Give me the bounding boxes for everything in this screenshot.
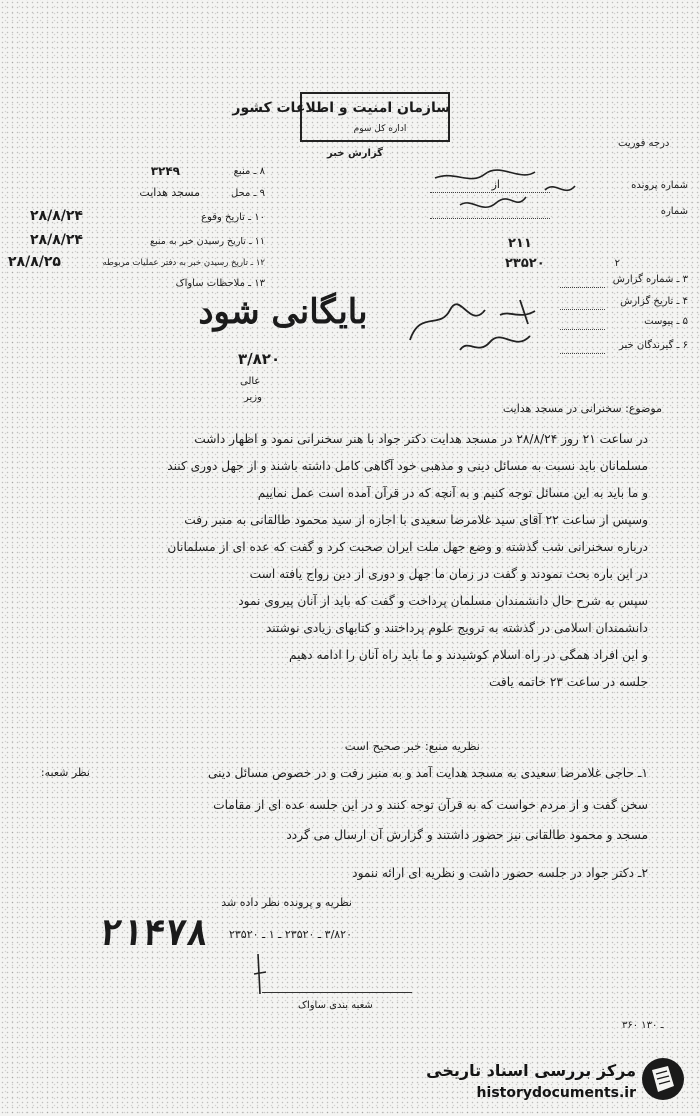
opinion-line: سخن گفت و از مردم خواست که به قرآن توجه کنند و در این جلسه عده ای از مقامات xyxy=(213,798,648,812)
watermark-logo-icon xyxy=(640,1056,686,1102)
body-line: جلسه در ساعت ۲۳ خاتمه یافت xyxy=(488,675,648,689)
archive-number: ۳/۸۲۰ xyxy=(238,350,281,368)
field-label: ۹ ـ محل xyxy=(230,188,265,199)
field-label: ۶ ـ گیرندگان خبر xyxy=(618,340,688,351)
body-line: وسپس از ساعت ۲۲ آقای سید غلامرضا سعیدی با اجازه از سید محمود طالقانی به منبر رفت xyxy=(184,513,648,527)
opinion-line: ۲ـ دکتر جواد در جلسه حضور داشت و نظریه ای ارائه ننمود xyxy=(352,866,648,880)
branch-opinion-label: نظر شعبه: xyxy=(40,766,90,779)
signature-label: شعبه بندی ساواک xyxy=(298,1000,373,1011)
field-label: ۱۱ ـ تاریخ رسیدن خبر به منبع xyxy=(150,236,265,247)
field-label: ۳ ـ شماره گزارش xyxy=(612,274,688,285)
body-line: و این افراد همگی در راه اسلام کوشیدند و ما باید راه آنان را ادامه دهیم xyxy=(288,648,648,662)
body-line: مسلمانان باید نسبت به مسائل دینی و مذهبی خود آگاهی کامل داشته باشند و از جهل دوری کنند xyxy=(167,459,648,473)
watermark-title: مرکز بررسی اسناد تاریخی xyxy=(426,1061,636,1080)
action-line: نظریه و پرونده نظر داده شد xyxy=(221,896,352,909)
source-opinion: نظریه منبع: خبر صحیح است xyxy=(344,739,480,753)
field-value: مسجد هدایت xyxy=(139,186,200,199)
opinion-line: ۱ـ حاجی غلامرضا سعیدی به مسجد هدایت آمد و به منبر رفت و در خصوص مسائل دینی xyxy=(207,766,648,780)
field-value: ۲۳۵۲۰ xyxy=(505,256,545,271)
field-value: از xyxy=(491,178,500,191)
footer-code: ۳۶۰ ـ ۱۳۰ xyxy=(622,1020,664,1031)
handwritten-number: ۲۱۴۷۸ xyxy=(97,913,212,954)
side-note: وزیر xyxy=(244,392,262,403)
body-line: دانشمندان اسلامی در گذشته به ترویج علوم پرداختند و کتابهای زیادی نوشتند xyxy=(265,621,648,635)
field-label: ۸ ـ منبع xyxy=(233,166,265,177)
body-line: درباره سخنرانی شب گذشته و وضع جهل ملت ایران صحبت کرد و گفت که عده ای از مسلمانان xyxy=(167,540,648,554)
body-line: و ما باید به این مسائل توجه کنیم و به آنچه که در قرآن آمده است عمل نماییم xyxy=(257,486,648,500)
field-label: ۱۳ ـ ملاحظات ساواک xyxy=(175,278,265,289)
field-label: ۵ ـ پیوست xyxy=(644,316,688,327)
field-value: ۲۸/۸/۲۴ xyxy=(30,232,83,248)
field-label: ۲ xyxy=(614,258,620,269)
handwritten-signature xyxy=(400,280,570,370)
field-label: شماره xyxy=(660,206,688,217)
field-value: ۲۱۱ xyxy=(508,236,532,251)
org-stamp-sub: اداره کل سوم xyxy=(353,124,407,134)
subject-line: موضوع: سخنرانی در مسجد هدایت xyxy=(502,402,662,415)
field-value: ۲۸/۸/۲۵ xyxy=(8,254,61,270)
urgency-label: درجه فوریت xyxy=(618,138,670,149)
field-value: ۳۲۴۹ xyxy=(150,164,180,178)
org-stamp: سازمان امنیت و اطلاعات کشور xyxy=(232,100,450,116)
action-line: ۳/۸۲۰ ـ ۲۳۵۲۰ ـ ۱ ـ ۲۳۵۲۰ xyxy=(228,928,352,941)
signature-line xyxy=(262,966,412,993)
side-note: عالی xyxy=(240,376,261,387)
field-label: ۱۰ ـ تاریخ وقوع xyxy=(201,212,265,223)
archive-stamp: بایگانی شود xyxy=(198,292,368,332)
watermark-url: historydocuments.ir xyxy=(476,1085,636,1101)
body-line: در ساعت ۲۱ روز ۲۸/۸/۲۴ در مسجد هدایت دکتر جواد با هنر سخنرانی نمود و اظهار داشت xyxy=(194,432,648,446)
opinion-line: مسجد و محمود طالقانی نیز حضور داشتند و گزارش آن ارسال می گردد xyxy=(286,828,648,842)
body-line: سپس به شرح حال دانشمندان مسلمان پرداخت و گفت که باید از آنان پیروی نمود xyxy=(238,594,648,608)
report-type: گزارش خبر xyxy=(326,148,383,159)
handwritten-annotation xyxy=(425,160,615,230)
field-label: ۴ ـ تاریخ گزارش xyxy=(620,296,688,307)
body-line: در این باره بحث نمودند و گفت در زمان ما جهل و دوری از دین رواج یافته است xyxy=(249,567,648,581)
field-value: ۲۸/۸/۲۴ xyxy=(30,208,83,224)
field-label: ۱۲ ـ تاریخ رسیدن خبر به دفتر عملیات مربوطه xyxy=(102,258,265,268)
field-label: شماره پرونده xyxy=(631,180,688,191)
